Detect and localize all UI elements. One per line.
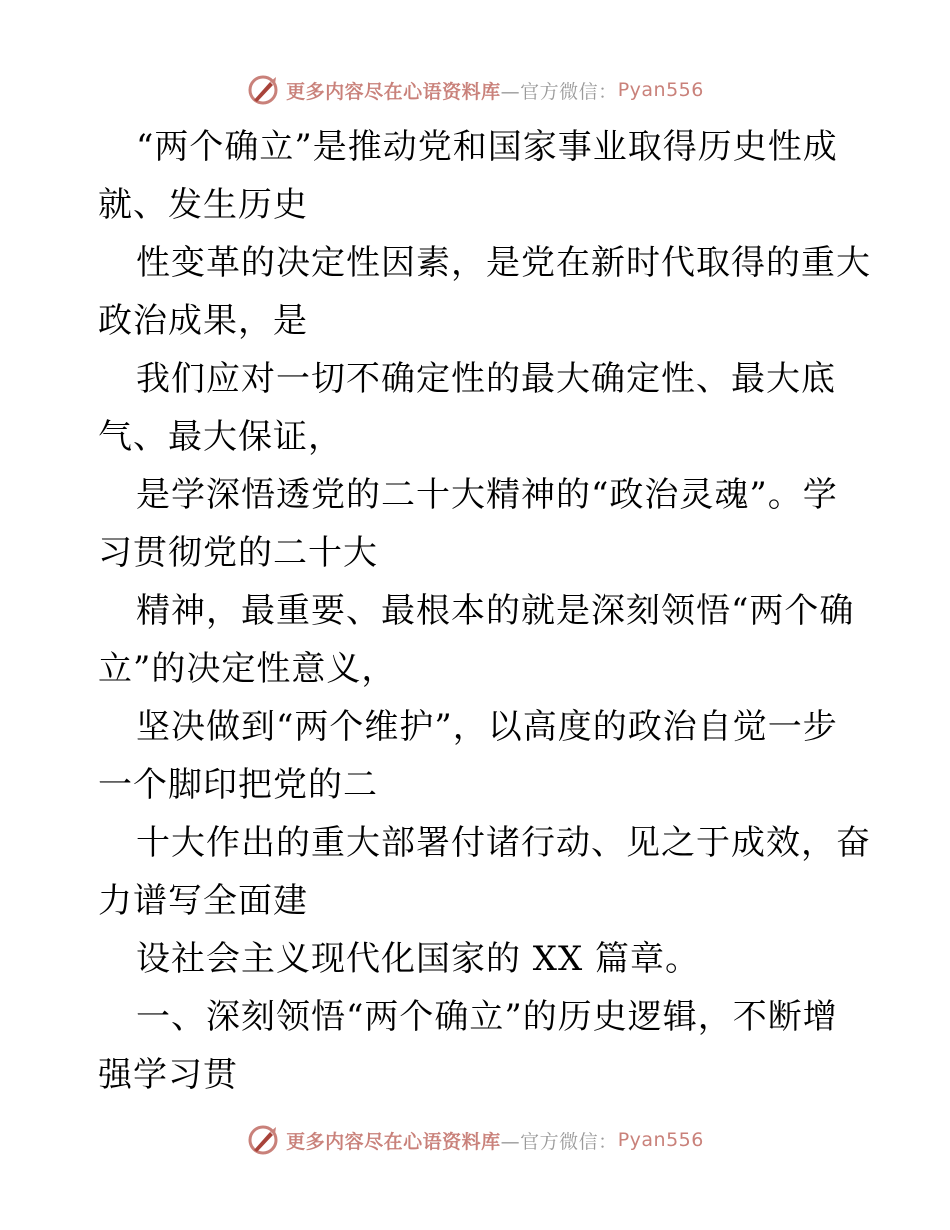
- document-body: [98, 118, 871, 1104]
- quill-pen-logo-icon: [246, 73, 280, 107]
- text-line: 精神，最重要、最根本的就是深刻领悟“两个确: [136, 591, 855, 631]
- watermark-brand: 更多内容尽在心语资料库: [286, 80, 501, 103]
- watermark-wechat-id: Pyan556: [617, 79, 704, 101]
- text-line: 气、最大保证，: [98, 417, 343, 457]
- text-line: 性变革的决定性因素，是党在新时代取得的重大: [136, 243, 871, 283]
- text-line: 设社会主义现代化国家的 XX 篇章。: [136, 939, 701, 979]
- watermark-separator: —官方微信：: [500, 80, 618, 103]
- text-line: 立”的决定性意义，: [98, 649, 397, 689]
- section-heading-line: 一、深刻领悟“两个确立”的历史逻辑，不断增: [136, 997, 838, 1037]
- text-line: 坚决做到“两个维护”，以高度的政治自觉一步: [136, 707, 838, 747]
- text-line: 是学深悟透党的二十大精神的“政治灵魂”。学: [136, 475, 838, 515]
- text-line: 我们应对一切不确定性的最大确定性、最大底: [136, 359, 836, 399]
- footer-watermark: [0, 1120, 950, 1160]
- text-line: 强学习贯: [98, 1055, 238, 1095]
- watermark-wechat-id: Pyan556: [617, 1129, 704, 1151]
- text-line: 一个脚印把党的二: [98, 765, 378, 805]
- text-line: “两个确立”是推动党和国家事业取得历史性成: [136, 127, 838, 167]
- text-line: 政治成果，是: [98, 301, 308, 341]
- text-line: 习贯彻党的二十大: [98, 533, 378, 573]
- watermark-separator: —官方微信：: [500, 1130, 618, 1153]
- text-line: 力谱写全面建: [98, 881, 308, 921]
- watermark-brand: 更多内容尽在心语资料库: [286, 1130, 501, 1153]
- quill-pen-logo-icon: [246, 1123, 280, 1157]
- text-line: 十大作出的重大部署付诸行动、见之于成效，奋: [136, 823, 871, 863]
- text-line: 就、发生历史: [98, 185, 308, 225]
- header-watermark: [0, 70, 950, 110]
